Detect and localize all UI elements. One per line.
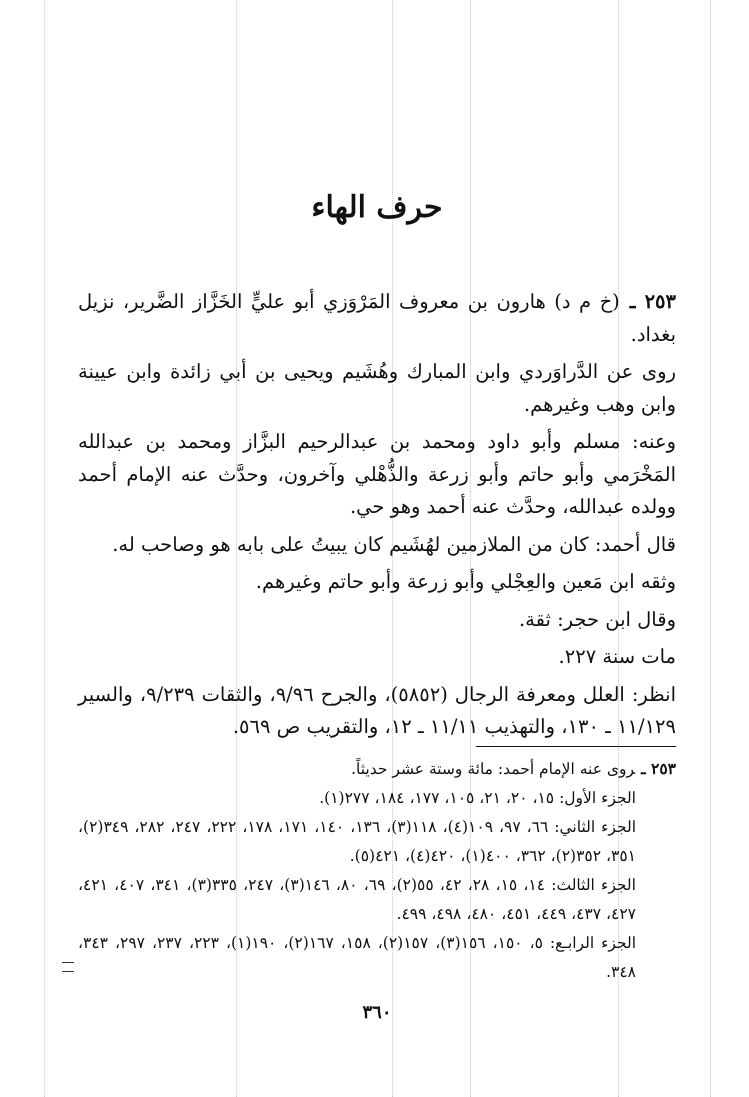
biography-entry <box>78 286 676 749</box>
entry-references: انظر: العلل ومعرفة الرجال (٥٨٥٢)، والجرح ٩/٩٦، والثقات ٩/٢٣٩، والسير ١١/١٢٩ ـ ١٣٠، والتهذيب ١١/١١ ـ ١٢، والتقريب ص ٥٦٩. <box>78 682 677 738</box>
footnote-part: الجزء الرابـع: ٥، ١٥٠، ١٥٦(٣)، ١٥٧(٢)، ١٥٨، ١٦٧(٢)، ١٩٠(١)، ٢٢٣، ٢٣٧، ٢٩٧، ٣٤٣، ٣٤٨. <box>78 934 637 981</box>
entry-paragraph: وقال ابن حجر: ثقة. <box>518 607 676 631</box>
footnote-part: الجزء الثاني: ٦٦، ٩٧، ١٠٩(٤)، ١١٨(٣)، ١٣٦، ١٤٠، ١٧١، ١٧٨، ٢٢٢، ٢٤٧، ٢٨٢، ٣٤٩(٢)، ٣٥١، ٣٥٢(٢)، ٣٦٢، ٤٠٠(١)، ٤٢٠(٤)، ٤٢١(٥). <box>78 818 637 865</box>
footnote-intro: روى عنه الإمام أحمد: مائة وستة عشر حديثاً. <box>351 760 636 778</box>
footnote-part: الجزء الأول: ١٥، ٢٠، ٢١، ١٠٥، ١٧٧، ١٨٤، ٢٧٧(١). <box>319 789 636 807</box>
footnote-divider <box>476 746 676 747</box>
entry-title-line <box>78 286 676 351</box>
entry-number: ٢٥٣ ـ <box>629 290 676 313</box>
entry-paragraph: مات سنة ٢٢٧. <box>558 645 676 668</box>
footnote-part: الجزء الثالث: ١٤، ١٥، ٢٨، ٤٢، ٥٥(٢)، ٦٩، ٨٠، ١٤٦(٣)، ٢٤٧، ٣٣٥(٣)، ٣٤١، ٤٠٧، ٤٢١، ٤٢٧، ٤٣٧، ٤٤٩، ٤٥١، ٤٨٠، ٤٩٨، ٤٩٩. <box>78 876 636 923</box>
scan-guide-line <box>44 0 45 1097</box>
footnotes <box>78 754 676 987</box>
scan-guide-line <box>710 0 711 1097</box>
entry-paragraph: روى عن الدَّراوَردي وابن المبارك وهُشَيم ويحيى بن أبي زائدة وابن عيينة وابن وهب وغيرهم. <box>78 360 676 416</box>
page-number: ٣٦٠ <box>362 1002 392 1023</box>
footnote-intro-line <box>78 754 676 784</box>
entry-title: (خ م د) هارون بن معروف المَرْوَزي أبو عليٍّ الخَزَّاز الضَّرير، نزيل بغداد. <box>78 290 676 346</box>
entry-paragraph: وعنه: مسلم وأبو داود ومحمد بن عبدالرحيم البزَّاز ومحمد بن عبدالله المَخْرَمي وأبو حاتم وأبو زرعة والذُّهْلي وآخرون، وحدَّث عنه الإمام أحمد وولده عبدالله، وحدَّث عنه أحمد وهو حي. <box>78 430 676 518</box>
chapter-heading: حرف الهاء <box>311 190 443 225</box>
document-page <box>78 0 676 1097</box>
entry-paragraph: قال أحمد: كان من الملازمين لهُشَيم كان يبيتُ على بابه هو وصاحب له. <box>112 532 676 556</box>
entry-paragraph: وثقه ابن مَعين والعِجْلي وأبو زرعة وأبو حاتم وغيرهم. <box>255 570 676 593</box>
footnote-number: ٢٥٣ ـ <box>641 759 676 778</box>
margin-mark <box>62 962 74 972</box>
